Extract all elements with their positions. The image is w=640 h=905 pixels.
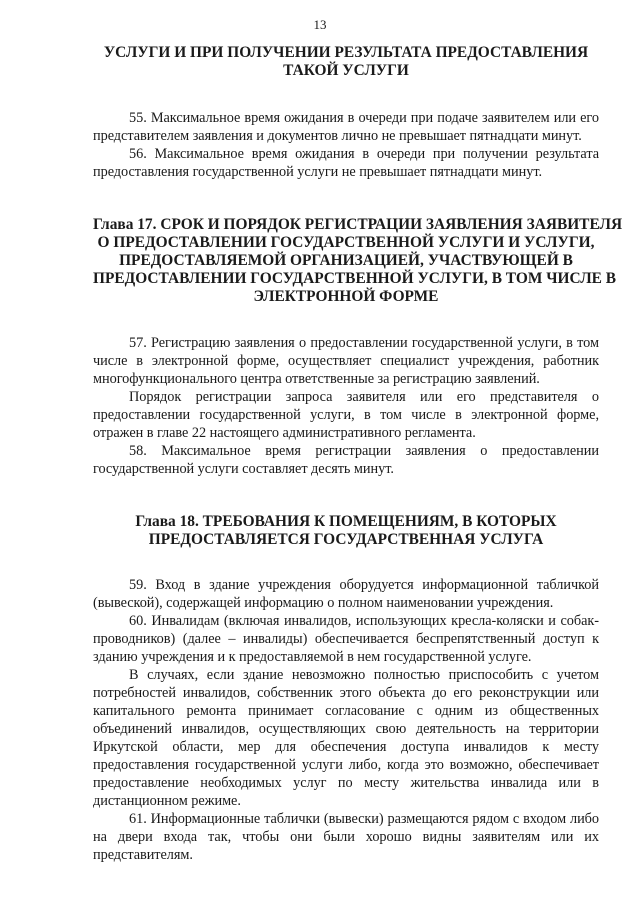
heading-line: Глава 18. ТРЕБОВАНИЯ К ПОМЕЩЕНИЯМ, В КОТОРЫХ (135, 513, 557, 530)
heading-line: ПРЕДОСТАВЛЕНИИ ГОСУДАРСТВЕННОЙ УСЛУГИ, В ТОМ ЧИСЛЕ В (93, 270, 617, 287)
chapter-18-heading (93, 513, 599, 549)
paragraph-55: 55. Максимальное время ожидания в очереди при подаче заявителем или его представителем заявления и документов лично не превышает пятнадцати минут. (93, 110, 599, 144)
heading-line: УСЛУГИ И ПРИ ПОЛУЧЕНИИ РЕЗУЛЬТАТА ПРЕДОСТАВЛЕНИЯ (103, 44, 589, 61)
heading-line: О ПРЕДОСТАВЛЕНИИ ГОСУДАРСТВЕННОЙ УСЛУГИ И УСЛУГИ, (97, 234, 595, 251)
heading-line: ПРЕДОСТАВЛЯЕТСЯ ГОСУДАРСТВЕННАЯ УСЛУГА (148, 531, 544, 548)
paragraph-registration-order: Порядок регистрации запроса заявителя или его представителя о предоставлении государственной услуги, в том числе в электронной форме, отражен в главе 22 настоящего административного регламента. (93, 389, 599, 441)
paragraph-60-cases: В случаях, если здание невозможно полностью приспособить с учетом потребностей инвалидов, собственник этого объекта до его реконструкции или капитального ремонта принимает согласование с одним из общественных объединений инвалидов, осуществляющих свою деятельность на территории Иркутской области, мер для обеспечения доступа инвалидов к месту предоставления государственной услуги либо, когда это возможно, обеспечивает предоставление необходимых услуг по месту жительства инвалида или в дистанционном режиме. (93, 667, 599, 809)
section-heading-continued (93, 44, 599, 80)
paragraph-60: 60. Инвалидам (включая инвалидов, использующих кресла-коляски и собак-проводников) (далее – инвалиды) обеспечивается беспрепятственный доступ к зданию учреждения и к предоставляемой в нем государственной услуге. (93, 613, 599, 665)
page-number: 13 (313, 17, 327, 32)
paragraph-58: 58. Максимальное время регистрации заявления о предоставлении государственной услуги составляет десять минут. (93, 443, 599, 477)
heading-line: Глава 17. СРОК И ПОРЯДОК РЕГИСТРАЦИИ ЗАЯВЛЕНИЯ ЗАЯВИТЕЛЯ (93, 216, 623, 233)
chapter-17-heading (93, 216, 623, 306)
heading-line: ТАКОЙ УСЛУГИ (283, 62, 409, 79)
paragraph-59: 59. Вход в здание учреждения оборудуется информационной табличкой (вывеской), содержащей информацию о полном наименовании учреждения. (93, 577, 599, 611)
heading-line: ЭЛЕКТРОННОЙ ФОРМЕ (253, 288, 439, 305)
paragraph-57: 57. Регистрацию заявления о предоставлении государственной услуги, в том числе в электронной форме, осуществляет специалист учреждения, работник многофункционального центра ответственные за регистрацию заявлений. (93, 335, 599, 387)
paragraph-61: 61. Информационные таблички (вывески) размещаются рядом с входом либо на двери входа так, чтобы они были хорошо видны заявителям или их представителям. (93, 811, 599, 863)
document-body (93, 44, 623, 864)
paragraph-56: 56. Максимальное время ожидания в очереди при получении результата предоставления государственной услуги не превышает пятнадцати минут. (93, 146, 599, 180)
heading-line: ПРЕДОСТАВЛЯЕМОЙ ОРГАНИЗАЦИЕЙ, УЧАСТВУЮЩЕЙ В (119, 252, 573, 269)
